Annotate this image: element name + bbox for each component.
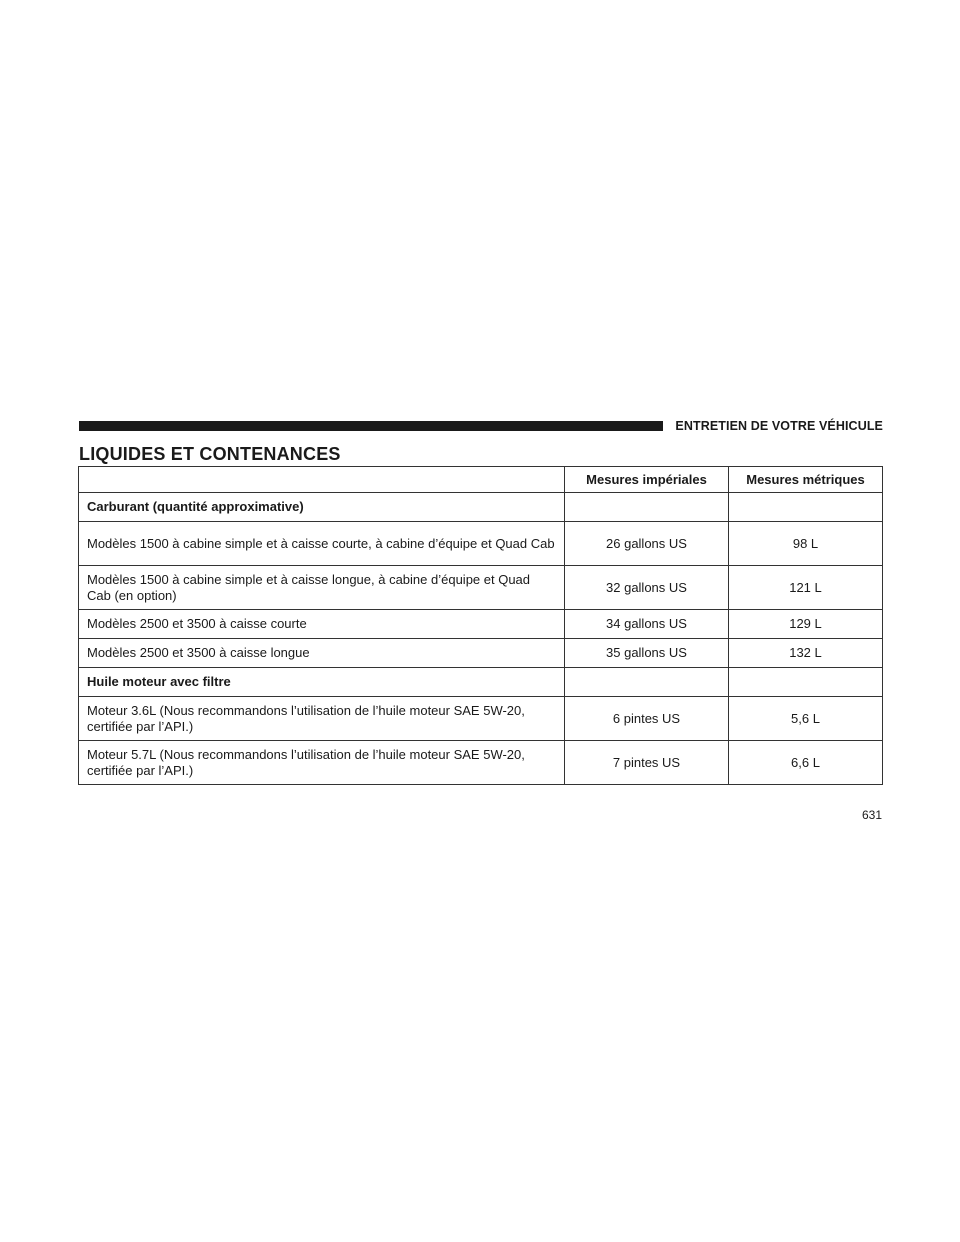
header-rule: [79, 421, 663, 431]
table-group-row: [79, 668, 883, 697]
row-label: Moteur 3.6L (Nous recommandons l’utilisation de l’huile moteur SAE 5W-20, certifiée par l’API.): [79, 697, 565, 741]
capacities-table: [78, 466, 883, 785]
row-label: Modèles 1500 à cabine simple et à caisse longue, à cabine d’équipe et Quad Cab (en option): [79, 566, 565, 610]
row-imperial: [565, 493, 729, 522]
page-number: 631: [861, 808, 882, 822]
row-metric: 98 L: [729, 522, 883, 566]
table-row: [79, 610, 883, 639]
table-row: [79, 741, 883, 785]
table-group-row: [79, 493, 883, 522]
row-imperial: 34 gallons US: [565, 610, 729, 639]
row-imperial: 6 pintes US: [565, 697, 729, 741]
column-header-metric: Mesures métriques: [729, 467, 883, 493]
row-metric: [729, 493, 883, 522]
row-label: Huile moteur avec filtre: [79, 668, 565, 697]
row-metric: 121 L: [729, 566, 883, 610]
row-imperial: 7 pintes US: [565, 741, 729, 785]
row-imperial: [565, 668, 729, 697]
table-row: [79, 639, 883, 668]
row-label: Modèles 1500 à cabine simple et à caisse courte, à cabine d’équipe et Quad Cab: [79, 522, 565, 566]
row-metric: 132 L: [729, 639, 883, 668]
table-row: [79, 697, 883, 741]
row-metric: [729, 668, 883, 697]
row-label: Modèles 2500 et 3500 à caisse courte: [79, 610, 565, 639]
section-header: ENTRETIEN DE VOTRE VÉHICULE: [675, 419, 883, 433]
table-header-row: [79, 467, 883, 493]
table-row: [79, 566, 883, 610]
column-header-imperial: Mesures impériales: [565, 467, 729, 493]
row-metric: 129 L: [729, 610, 883, 639]
page-title: LIQUIDES ET CONTENANCES: [79, 444, 341, 464]
row-label: Modèles 2500 et 3500 à caisse longue: [79, 639, 565, 668]
row-label: Carburant (quantité approximative): [79, 493, 565, 522]
row-imperial: 26 gallons US: [565, 522, 729, 566]
column-header: [79, 467, 565, 493]
row-metric: 5,6 L: [729, 697, 883, 741]
table-row: [79, 522, 883, 566]
row-metric: 6,6 L: [729, 741, 883, 785]
row-imperial: 35 gallons US: [565, 639, 729, 668]
row-imperial: 32 gallons US: [565, 566, 729, 610]
row-label: Moteur 5.7L (Nous recommandons l’utilisation de l’huile moteur SAE 5W-20, certifiée par l’API.): [79, 741, 565, 785]
